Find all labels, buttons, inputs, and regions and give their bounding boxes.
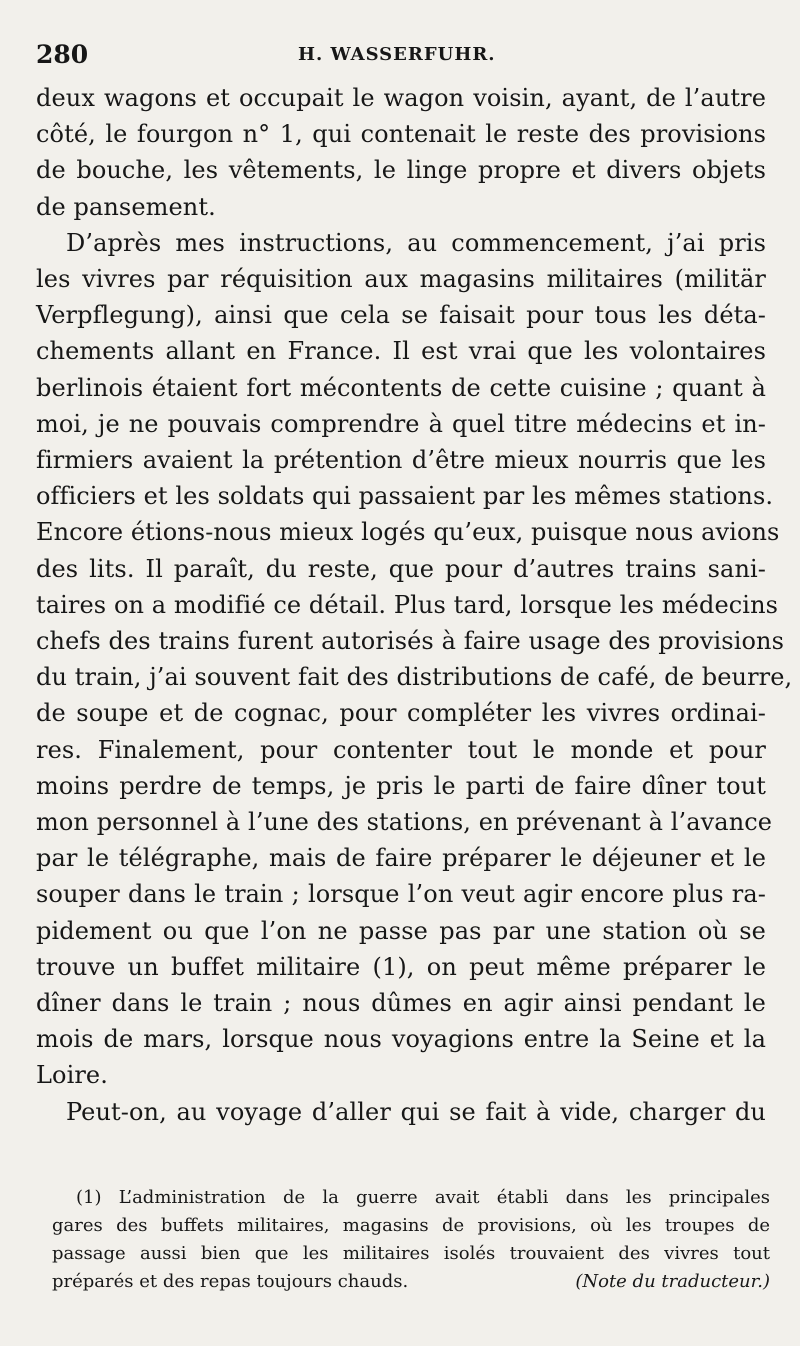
- text-line: Peut-on, au voyage d’aller qui se fait à vide, charger du: [66, 1097, 766, 1126]
- page-header: [36, 40, 764, 76]
- footnote-line: gares des buffets militaires, magasins de provisions, où les troupes de: [52, 1215, 770, 1236]
- running-head: H. WASSERFUHR.: [298, 44, 496, 65]
- text-line: pidement ou que l’on ne passe pas par une station où se: [36, 916, 766, 945]
- text-line: taires on a modifié ce détail. Plus tard, lorsque les médecins: [36, 590, 779, 619]
- text-line: côté, le fourgon n° 1, qui contenait le reste des provisions: [36, 120, 766, 149]
- text-line: dîner dans le train ; nous dûmes en agir ainsi pendant le: [36, 989, 766, 1018]
- text-line: de pansement.: [36, 192, 216, 221]
- footnote: [52, 1184, 770, 1296]
- text-line: Encore étions-nous mieux logés qu’eux, puisque nous avions: [36, 518, 780, 547]
- text-line: souper dans le train ; lorsque l’on veut agir encore plus ra-: [36, 880, 766, 909]
- text-line: D’après mes instructions, au commencement, j’ai pris: [66, 228, 766, 257]
- footnote-line: (1) L’administration de la guerre avait établi dans les principales: [76, 1187, 770, 1208]
- text-line: moins perdre de temps, je pris le parti de faire dîner tout: [36, 771, 766, 800]
- text-line: moi, je ne pouvais comprendre à quel titre médecins et in-: [36, 409, 766, 438]
- text-line: chefs des trains furent autorisés à faire usage des provisions: [36, 627, 784, 656]
- footnote-line: préparés et des repas toujours chauds.: [52, 1271, 409, 1292]
- text-line: les vivres par réquisition aux magasins militaires (militär: [36, 265, 766, 294]
- text-line: firmiers avaient la prétention d’être mieux nourris que les: [36, 446, 766, 475]
- text-line: res. Finalement, pour contenter tout le monde et pour: [36, 735, 766, 764]
- text-line: des lits. Il paraît, du reste, que pour d’autres trains sani-: [36, 554, 766, 583]
- text-line: mon personnel à l’une des stations, en prévenant à l’avance: [36, 808, 773, 837]
- body-text: [36, 80, 793, 1130]
- text-line: du train, j’ai souvent fait des distributions de café, de beurre,: [36, 663, 793, 692]
- text-line: chements allant en France. Il est vrai que les volontaires: [36, 337, 766, 366]
- text-line: deux wagons et occupait le wagon voisin, ayant, de l’autre: [36, 84, 766, 112]
- page-number: 280: [36, 40, 89, 69]
- translator-note: (Note du traducteur.): [575, 1271, 770, 1292]
- text-line: Verpflegung), ainsi que cela se faisait pour tous les déta-: [36, 301, 766, 330]
- text-line: de soupe et de cognac, pour compléter les vivres ordinai-: [36, 699, 766, 728]
- text-line: par le télégraphe, mais de faire préparer le déjeuner et le: [36, 844, 766, 873]
- text-line: de bouche, les vêtements, le linge propre et divers objets: [36, 156, 766, 185]
- footnote-last-line: [52, 1268, 770, 1296]
- text-line: Loire.: [36, 1061, 108, 1090]
- text-line: berlinois étaient fort mécontents de cette cuisine ; quant à: [36, 373, 766, 402]
- text-line: trouve un buffet militaire (1), on peut même préparer le: [36, 952, 766, 981]
- text-line: mois de mars, lorsque nous voyagions entre la Seine et la: [36, 1025, 766, 1054]
- footnote-line: passage aussi bien que les militaires isolés trouvaient des vivres tout: [52, 1243, 770, 1264]
- text-line: officiers et les soldats qui passaient par les mêmes stations.: [36, 482, 774, 511]
